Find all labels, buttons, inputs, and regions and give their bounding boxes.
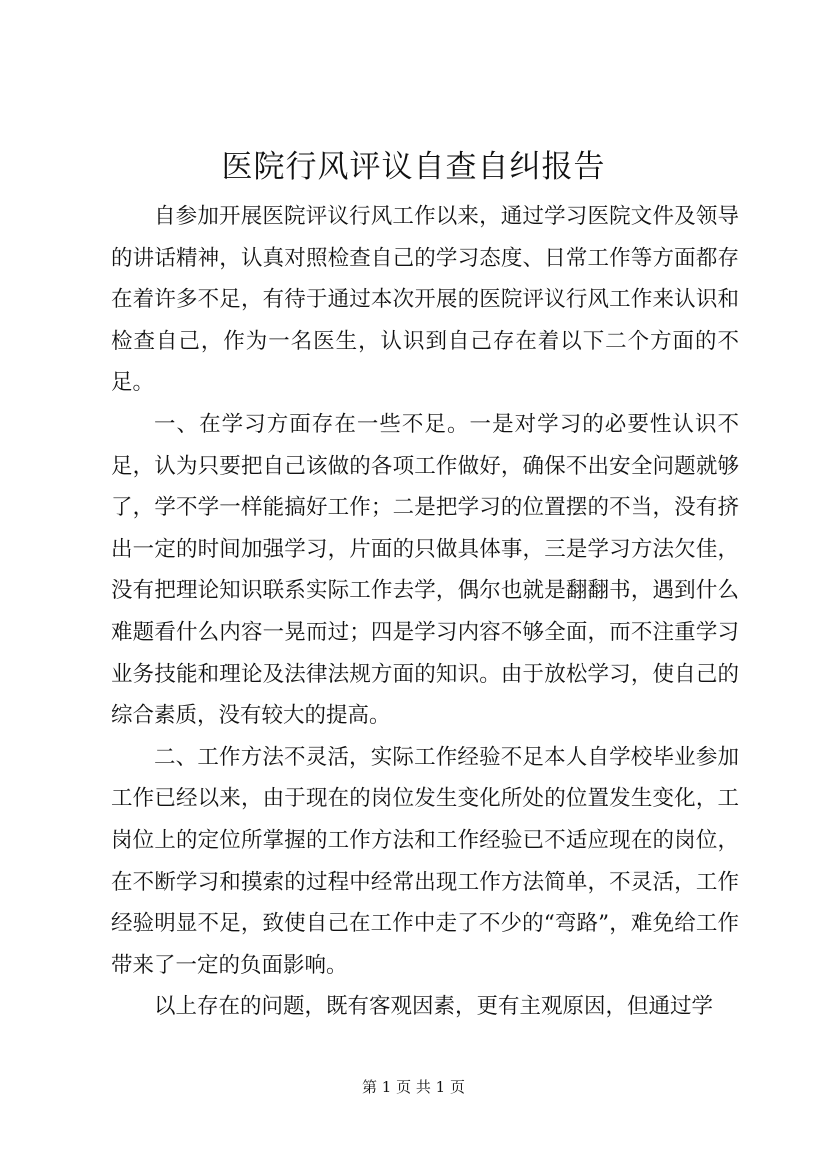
document-body <box>111 196 739 1028</box>
paragraph-work-method: 二、工作方法不灵活，实际工作经验不足本人自学校毕业参加工作已经以来，由于现在的岗位发生变化所处的位置发生变化，工岗位上的定位所掌握的工作方法和工作经验已不适应现在的岗位，在不断学习和摸索的过程中经常出现工作方法简单，不灵活，工作经验明显不足，致使自己在工作中走了不少的“弯路”，难免给工作带来了一定的负面影响。 <box>111 744 739 978</box>
paragraph-study-deficiency: 一、在学习方面存在一些不足。一是对学习的必要性认识不足，认为只要把自己该做的各项工作做好，确保不出安全问题就够了，学不学一样能搞好工作；二是把学习的位置摆的不当，没有挤出一定的时间加强学习，片面的只做具体事，三是学习方法欠佳，没有把理论知识联系实际工作去学，偶尔也就是翻翻书，遇到什么难题看什么内容一晃而过；四是学习内容不够全面，而不注重学习业务技能和理论及法律法规方面的知识。由于放松学习，使自己的综合素质，没有较大的提高。 <box>111 411 739 729</box>
paragraph-conclusion: 以上存在的问题，既有客观因素，更有主观原因，但通过学 <box>154 994 714 1020</box>
document-title: 医院行风评议自查自纠报告 <box>221 149 606 185</box>
page-number-footer: 第 1 页 共 1 页 <box>362 1078 465 1096</box>
paragraph-intro: 自参加开展医院评议行风工作以来，通过学习医院文件及领导的讲话精神，认真对照检查自己的学习态度、日常工作等方面都存在着许多不足，有待于通过本次开展的医院评议行风工作来认识和检查自己，作为一名医生，认识到自己存在着以下二个方面的不足。 <box>111 204 739 396</box>
